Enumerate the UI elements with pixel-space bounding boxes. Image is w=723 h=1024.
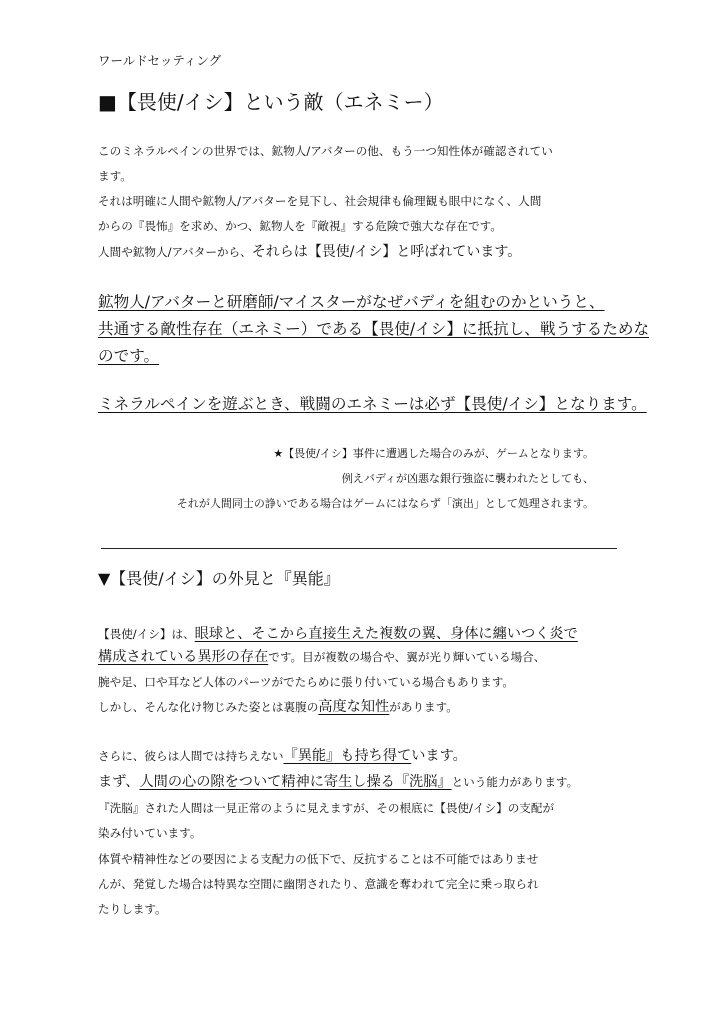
emphasis-line: のです。 xyxy=(98,347,160,365)
emphasis-line: 共通する敵性存在（エネミー）である【畏使/イシ】に抵抗し、戦うするためな xyxy=(98,320,650,338)
emphasis-line: 鉱物人/アバターと研磨師/マイスターがなぜバディを組むのかというと、 xyxy=(98,293,605,311)
body-line xyxy=(98,646,545,666)
body-line-part: 構成されている異形の存在 xyxy=(98,649,269,665)
note-line: それが人間同士の諍いである場合はゲームにはならず「演出」として処理されます。 xyxy=(176,497,594,510)
intro-line: このミネラルペインの世界では、鉱物人/アバターの他、もう一つ知性体が確認されてい xyxy=(98,144,553,158)
intro-line-part: それらは【畏使/イシ】と呼ばれています。 xyxy=(251,244,522,260)
intro-line: からの『畏怖』を求め、かつ、鉱物人を『敵視』する危険で強大な存在です。 xyxy=(98,219,502,233)
body-line-part: 人間の心の隙をついて精神に寄生し操る『洗脳』 xyxy=(139,774,452,790)
intro-line: ます。 xyxy=(98,169,132,183)
body-line-part: 眼球と、そこから直接生えた複数の翼、身体に纏いつく炎で xyxy=(194,626,578,642)
body-line: たりします。 xyxy=(98,902,167,916)
section-divider xyxy=(101,548,617,549)
body-line-part: です。目が複数の場合や、翼が光り輝いている場合、 xyxy=(268,650,546,664)
section-heading: ▼【畏使/イシ】の外見と『異能』 xyxy=(98,569,340,588)
intro-line-part: 人間や鉱物人/アバターから、 xyxy=(98,245,252,259)
note-line: 例えバディが凶悪な銀行強盗に襲われたとしても、 xyxy=(341,472,594,485)
body-line-part: 【畏使/イシ】は、 xyxy=(98,627,195,641)
body-line-part: まず、 xyxy=(98,774,140,790)
body-line-part: 高度な知性 xyxy=(318,699,390,715)
section-label: ワールドセッティング xyxy=(98,53,222,68)
body-line: 染み付いています。 xyxy=(98,826,202,840)
body-line-part: 『異能』も持ち得て xyxy=(283,748,412,764)
body-line xyxy=(98,623,578,643)
note-line: ★【畏使/イシ】事件に遭遇した場合のみが、ゲームとなります。 xyxy=(273,447,594,460)
body-line xyxy=(98,771,578,791)
body-line xyxy=(98,696,458,716)
body-line: 体質や精神性などの要因による支配力の低下で、反抗することは不可能ではありませ xyxy=(98,852,539,866)
body-line-part: という能力があります。 xyxy=(451,775,579,789)
body-line: んが、発覚した場合は特異な空間に幽閉されたり、意識を奪われて完全に乗っ取られ xyxy=(98,877,539,891)
body-line xyxy=(98,745,467,765)
intro-line: それは明確に人間や鉱物人/アバターを見下し、社会規律も倫理観も眼中になく、人間 xyxy=(98,194,542,208)
body-line-part: さらに、彼らは人間では持ちえない xyxy=(98,749,284,763)
body-line-part: います。 xyxy=(411,748,467,764)
body-line: 腕や足、口や耳など人体のパーツがでたらめに張り付いている場合もあります。 xyxy=(98,675,514,689)
body-line-part: があります。 xyxy=(389,700,458,714)
body-line-part: しかし、そんな化け物じみた姿とは裏腹の xyxy=(98,700,319,714)
intro-line xyxy=(98,241,521,261)
emphasis-line: ミネラルペインを遊ぶとき、戦闘のエネミーは必ず【畏使/イシ】となります。 xyxy=(98,395,647,413)
body-line: 『洗脳』された人間は一見正常のように見えますが、その根底に【畏使/イシ】の支配が xyxy=(98,801,555,815)
page-title: ■【畏使/イシ】という敵（エネミー） xyxy=(98,90,444,114)
